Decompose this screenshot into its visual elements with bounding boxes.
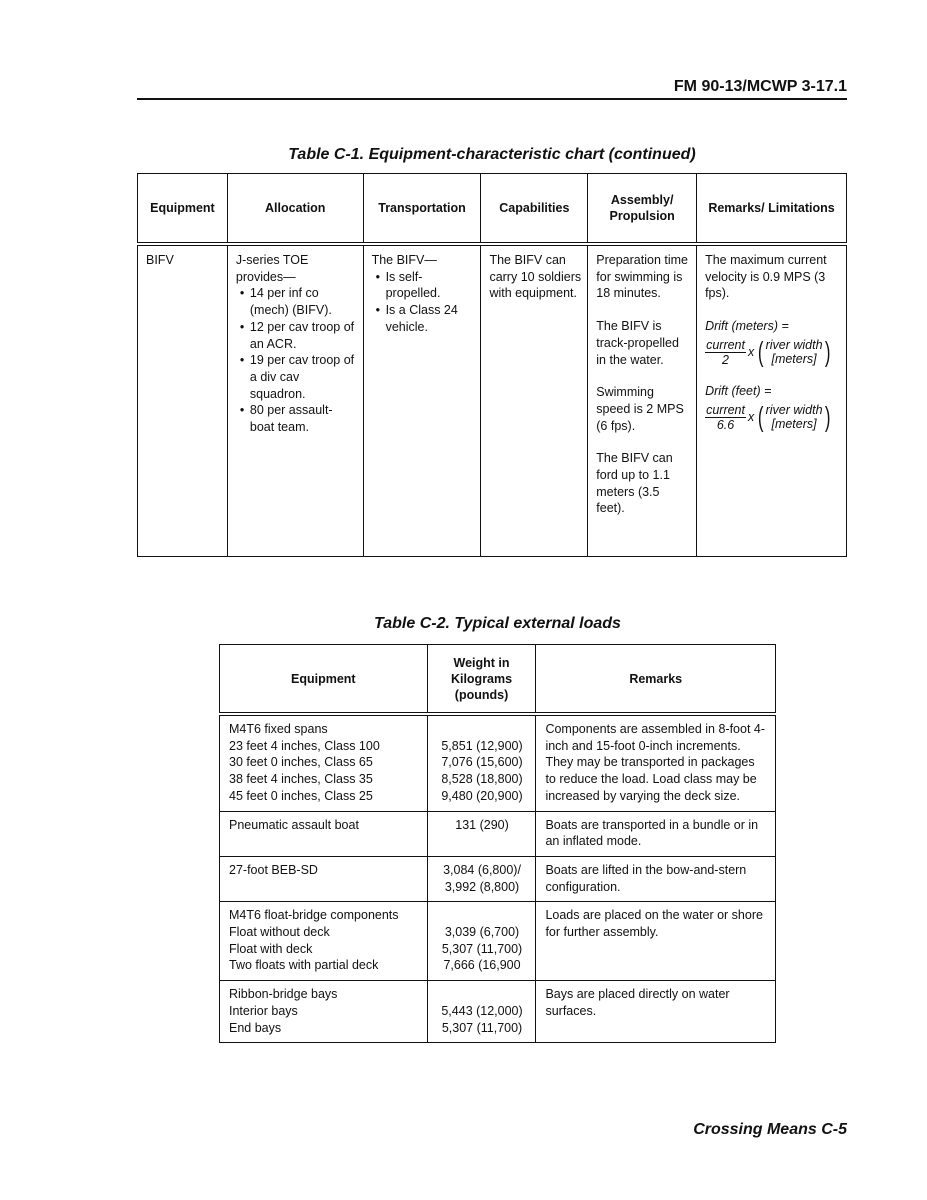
line: 45 feet 0 inches, Class 25: [229, 788, 373, 803]
transportation-cell: [363, 244, 481, 557]
line: Pneumatic assault boat: [229, 817, 359, 832]
header-rule: [137, 98, 847, 100]
equipment-cell: [220, 714, 428, 811]
line: M4T6 fixed spans: [229, 722, 328, 736]
equipment-cell: [220, 902, 428, 981]
line: 38 feet 4 inches, Class 35: [229, 772, 373, 787]
fraction-numerator: current: [706, 402, 745, 417]
line: End bays: [229, 1020, 282, 1035]
line: 5,851 (12,900): [441, 738, 523, 753]
line: 9,480 (20,900): [441, 788, 523, 803]
list-item: • 14 per inf co (mech) (BIFV).: [236, 285, 357, 318]
equipment-cell: [220, 981, 428, 1043]
assembly-paragraph: The BIFV is track-propelled in the water.: [596, 319, 679, 367]
allocation-cell: [227, 244, 363, 557]
parenthesized-term: ( river width [meters] ): [758, 401, 830, 433]
weight-cell: [427, 811, 536, 856]
remarks-cell: Loads are placed on the water or shore for further assembly.: [536, 902, 776, 981]
column-header: Weight in Kilograms (pounds): [427, 645, 536, 715]
transportation-intro: The BIFV—: [371, 253, 437, 267]
column-header: Equipment: [220, 645, 428, 715]
drift-meters-label: Drift (meters) =: [705, 319, 789, 334]
line: 27-foot BEB-SD: [229, 862, 318, 877]
fraction: [705, 338, 746, 367]
page-footer: Crossing Means C-5: [693, 1121, 847, 1138]
weight-cell: [427, 902, 536, 981]
line: 3,039 (6,700): [444, 925, 520, 940]
meters-unit: [meters]: [771, 417, 817, 432]
parenthesized-term: ( river width [meters] ): [758, 336, 830, 368]
remarks-cell: Bays are placed directly on water surfaces.: [536, 981, 776, 1043]
remarks-text: The maximum current velocity is 0.9 MPS (3 fps).: [705, 253, 827, 301]
line: Two floats with partial deck: [229, 958, 379, 973]
allocation-list: [236, 285, 357, 435]
fraction-denominator: 6.6: [716, 417, 735, 432]
line: Float without deck: [229, 925, 330, 940]
fraction-numerator: current: [706, 337, 745, 352]
drift-feet-formula: [705, 403, 840, 432]
assembly-paragraph: Preparation time for swimming is 18 minutes.: [596, 253, 688, 301]
column-header: Equipment: [138, 174, 228, 245]
capabilities-cell: The BIFV can carry 10 soldiers with equipment.: [481, 244, 588, 557]
assembly-paragraph: The BIFV can ford up to 1.1 meters (3.5 feet).: [596, 451, 673, 516]
transportation-list: [372, 269, 475, 336]
drift-feet-label: Drift (feet) =: [705, 383, 772, 398]
line: Float with deck: [229, 941, 313, 956]
list-item: • 80 per assault-boat team.: [236, 402, 357, 435]
table-row: [220, 856, 776, 901]
column-header: Assembly/ Propulsion: [588, 174, 697, 245]
table-row: [138, 244, 847, 557]
line: 7,076 (15,600): [441, 755, 523, 770]
column-header: Remarks/ Limitations: [697, 174, 847, 245]
table-c1-caption: Table C-1. Equipment-characteristic chart (continued): [288, 146, 696, 163]
column-header: Allocation: [227, 174, 363, 245]
list-item: • 12 per cav troop of an ACR.: [236, 319, 357, 352]
document-id: FM 90-13/MCWP 3-17.1: [673, 78, 847, 95]
line: 30 feet 0 inches, Class 65: [229, 755, 373, 770]
allocation-intro: J-series TOE provides—: [235, 253, 309, 284]
line: 3,992 (8,800): [444, 879, 520, 894]
fraction: [705, 403, 746, 432]
equipment-cell: [220, 811, 428, 856]
multiply-sign: x: [747, 344, 755, 359]
remarks-cell: Boats are lifted in the bow-and-stern configuration.: [536, 856, 776, 901]
external-loads-table: [219, 644, 776, 1043]
list-item: • 19 per cav troop of a div cav squadron.: [236, 352, 357, 402]
table-header-row: [138, 174, 847, 245]
line: 5,307 (11,700): [441, 941, 523, 956]
fraction-denominator: 2: [722, 352, 729, 367]
column-header: Capabilities: [481, 174, 588, 245]
line: 5,307 (11,700): [441, 1020, 523, 1035]
weight-cell: [427, 856, 536, 901]
remarks-cell: Boats are transported in a bundle or in an inflated mode.: [536, 811, 776, 856]
line: M4T6 float-bridge components: [229, 908, 399, 923]
column-header: Transportation: [363, 174, 481, 245]
table-row: [220, 714, 776, 811]
column-header: Remarks: [536, 645, 776, 715]
list-item: • Is a Class 24 vehicle.: [372, 302, 475, 335]
table-row: [220, 902, 776, 981]
line: 5,443 (12,000): [441, 1003, 523, 1018]
line: [437, 986, 528, 1003]
multiply-sign: x: [747, 409, 755, 424]
line: 3,084 (6,800)/: [443, 862, 521, 877]
equipment-characteristic-table: [137, 173, 847, 557]
line: 131 (290): [455, 817, 509, 832]
weight-cell: [427, 714, 536, 811]
line: 23 feet 4 inches, Class 100: [229, 738, 380, 753]
line: 8,528 (18,800): [441, 772, 523, 787]
assembly-paragraph: Swimming speed is 2 MPS (6 fps).: [596, 385, 684, 433]
line: Interior bays: [229, 1003, 298, 1018]
line: 7,666 (16,900: [443, 958, 521, 973]
line: [437, 907, 528, 924]
equipment-cell: [220, 856, 428, 901]
weight-cell: [427, 981, 536, 1043]
list-item: • Is self-propelled.: [372, 269, 475, 302]
table-row: [220, 981, 776, 1043]
equipment-cell: BIFV: [138, 244, 228, 557]
line: [437, 721, 528, 738]
assembly-cell: [588, 244, 697, 557]
table-header-row: [220, 645, 776, 715]
remarks-cell: Components are assembled in 8-foot 4-inch and 15-foot 0-inch increments. They may be transported in packages to reduce the load. Load class may be increased by varying the deck size.: [536, 714, 776, 811]
table-c2-caption: Table C-2. Typical external loads: [374, 615, 621, 632]
remarks-cell: [697, 244, 847, 557]
drift-meters-formula: [705, 338, 840, 367]
river-width-text: river width: [765, 338, 823, 353]
meters-unit: [meters]: [771, 352, 817, 367]
river-width-text: river width: [765, 403, 823, 418]
table-row: [220, 811, 776, 856]
line: Ribbon-bridge bays: [229, 987, 338, 1002]
